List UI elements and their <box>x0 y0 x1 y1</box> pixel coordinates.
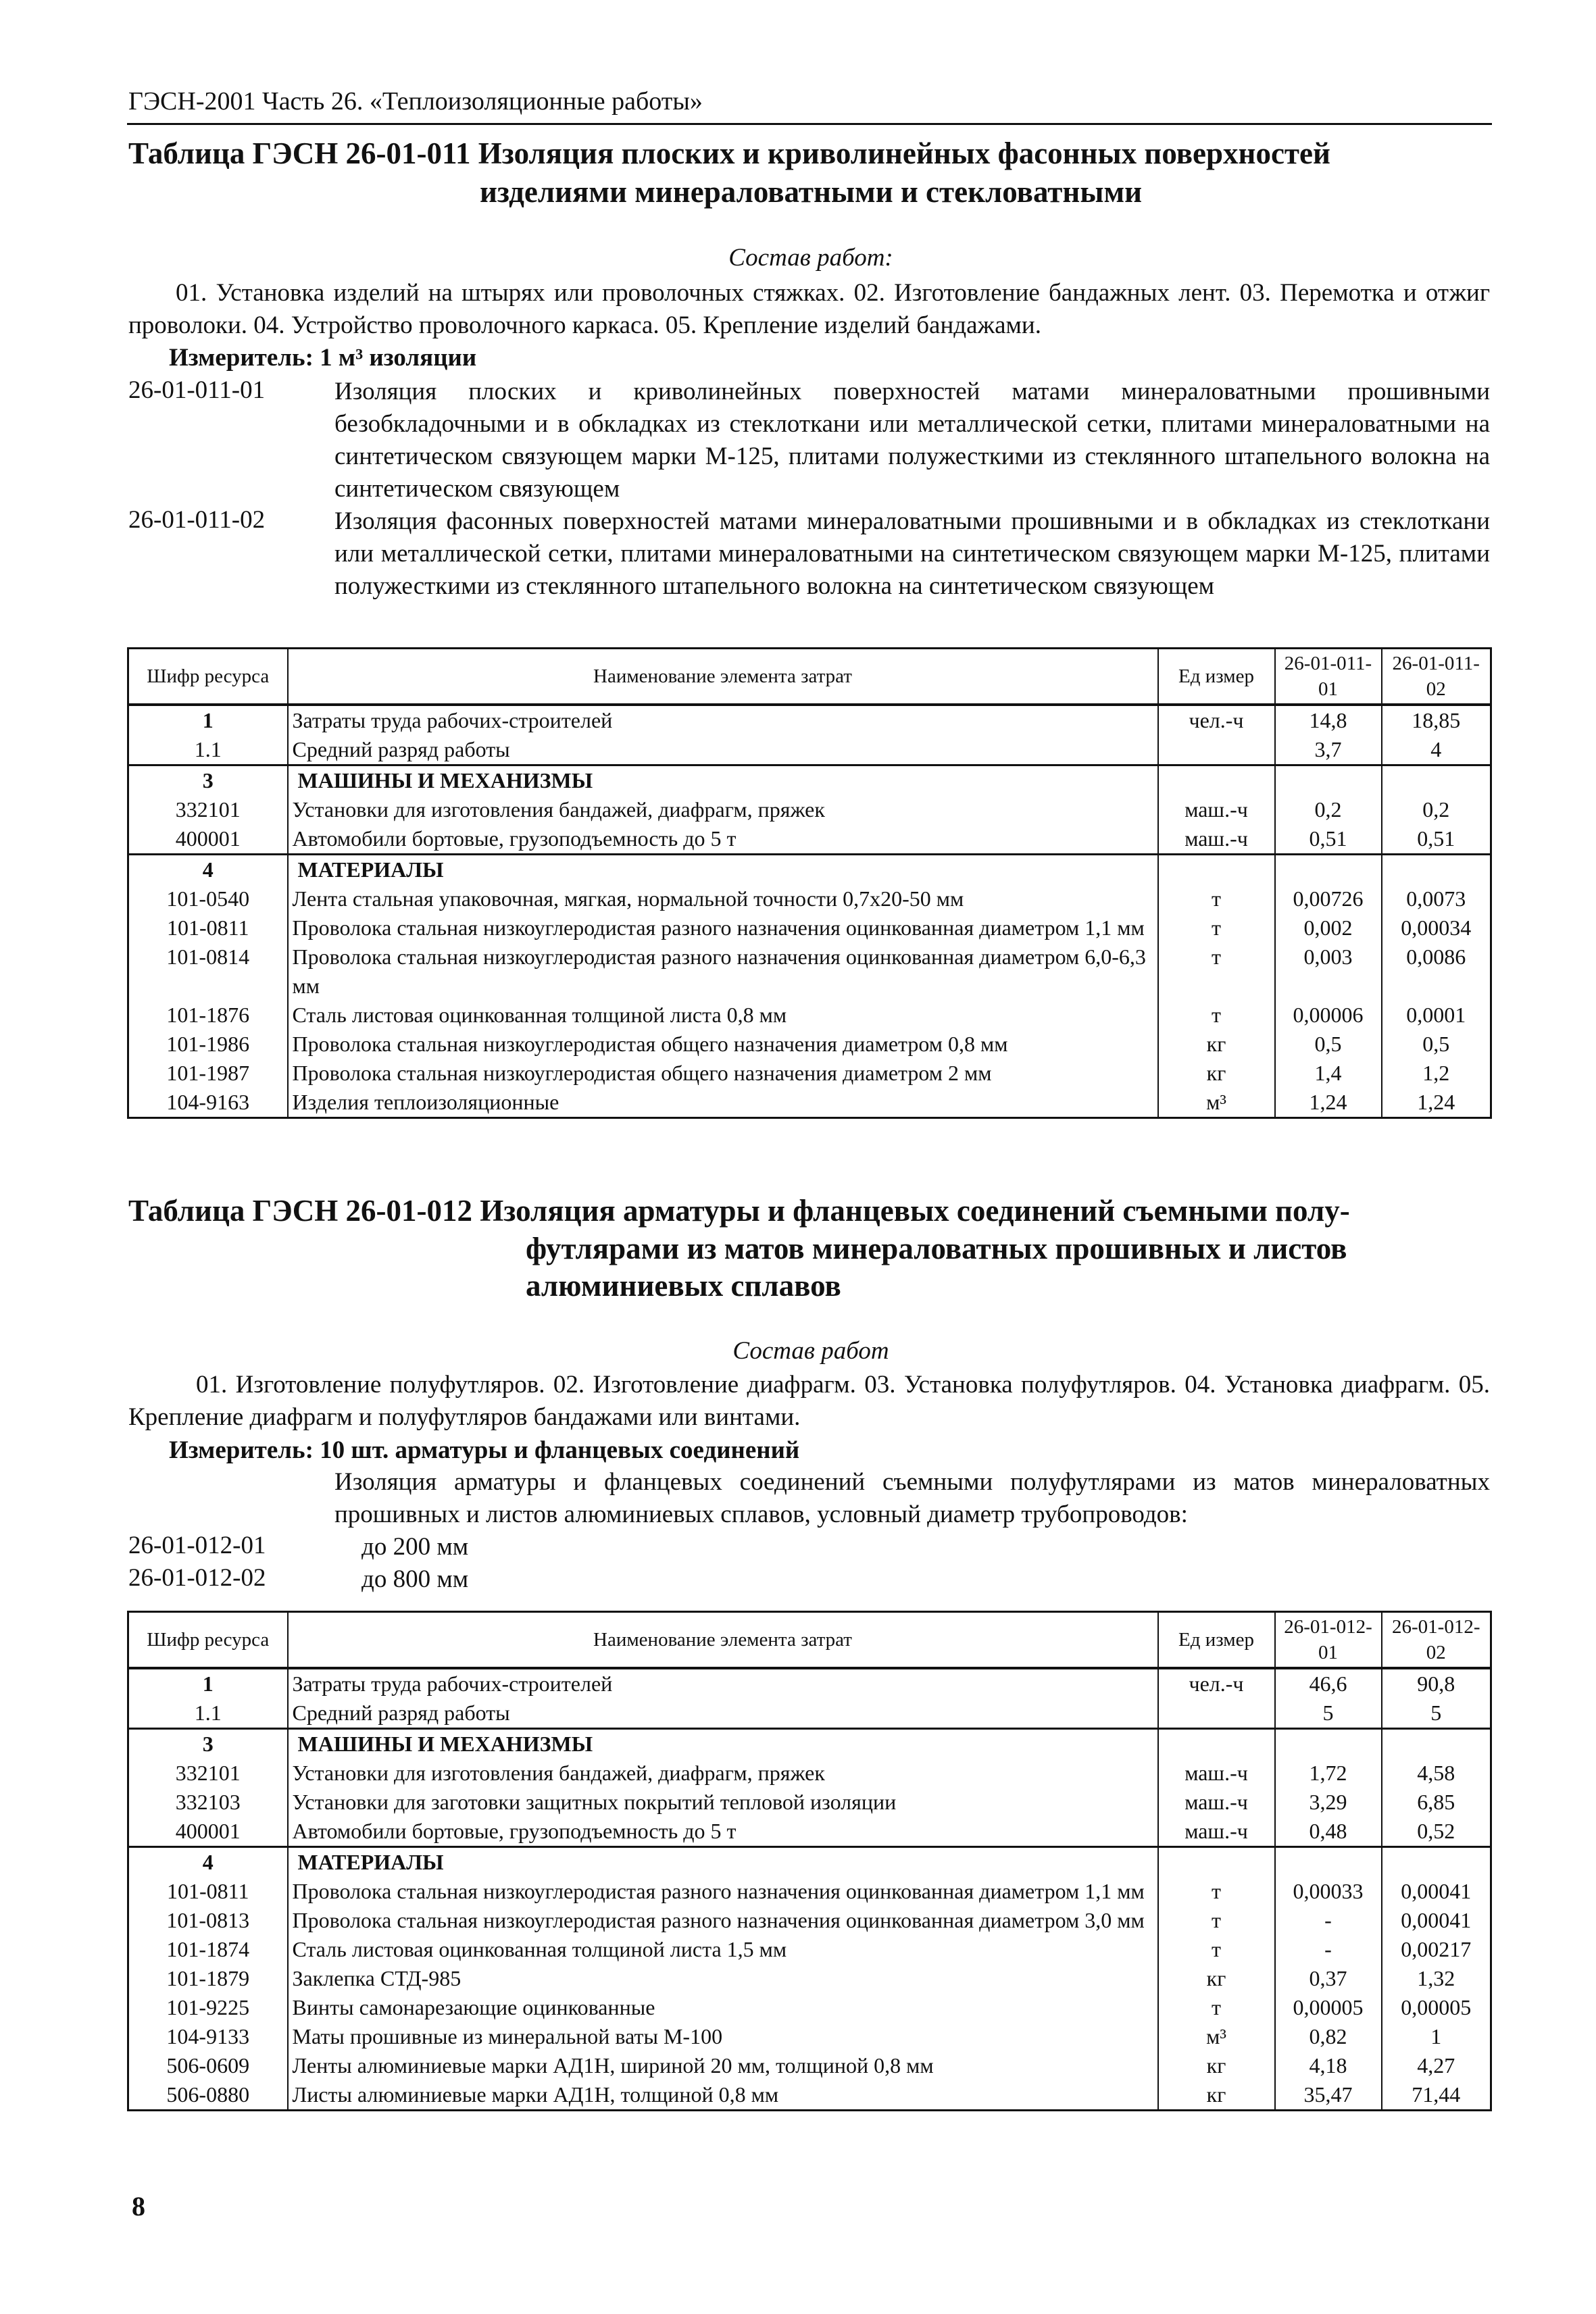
resource-code: 400001 <box>128 1817 288 1847</box>
col-header-code: Шифр ресурса <box>128 1612 288 1669</box>
unit: м³ <box>1158 1088 1275 1118</box>
resource-code: 101-1876 <box>128 1001 288 1030</box>
resource-name: Установки для изготовления бандажей, диафрагм, пряжек <box>288 1759 1158 1788</box>
table-row <box>128 1964 1491 1993</box>
resource-code: 1.1 <box>128 1699 288 1729</box>
norm-value-1: 0,00726 <box>1275 884 1382 913</box>
col-header-norm-2: 26-01-011-02 <box>1382 649 1491 705</box>
norm-value-1: 0,82 <box>1275 2022 1382 2051</box>
table2-intro: Изоляция арматуры и фланцевых соединений съемными полуфутлярами из матов минераловатных прошивных и листов алюминиевых сплавов, условный диаметр трубопроводов: <box>334 1468 1490 1528</box>
norm-value-2: 6,85 <box>1382 1788 1491 1817</box>
resource-code: 332103 <box>128 1788 288 1817</box>
resource-name: Заклепка СТД-985 <box>288 1964 1158 1993</box>
unit: т <box>1158 884 1275 913</box>
resource-name: Ленты алюминиевые марки АД1Н, шириной 20 мм, толщиной 0,8 мм <box>288 2051 1158 2080</box>
resource-code: 506-0880 <box>128 2080 288 2111</box>
table-section-row <box>128 1729 1491 1759</box>
norm-value-1: 14,8 <box>1275 705 1382 735</box>
table-row <box>128 705 1491 735</box>
resource-code: 4 <box>128 855 288 885</box>
page-number: 8 <box>132 2191 145 2221</box>
table2-title-line1: Таблица ГЭСН 26-01-012 Изоляция арматуры и фланцевых соединений съемными полу- <box>128 1194 1350 1228</box>
table-row <box>128 2080 1491 2111</box>
resource-name: Установки для заготовки защитных покрытий тепловой изоляции <box>288 1788 1158 1817</box>
resource-code: 1.1 <box>128 735 288 765</box>
resource-code: 101-1874 <box>128 1935 288 1964</box>
norm-value-2: 0,0086 <box>1382 942 1491 1001</box>
table-row <box>128 1001 1491 1030</box>
table1-work-heading: Состав работ: <box>728 244 893 272</box>
table-row <box>128 1759 1491 1788</box>
resource-table-26-01-012 <box>127 1611 1492 2111</box>
norm-value-2: 18,85 <box>1382 705 1491 735</box>
norm-value-1 <box>1275 855 1382 885</box>
resource-code: 101-1986 <box>128 1030 288 1059</box>
resource-code: 332101 <box>128 1759 288 1788</box>
unit: т <box>1158 1906 1275 1935</box>
col-header-norm-2: 26-01-012-02 <box>1382 1612 1491 1669</box>
norm-value-2: 0,52 <box>1382 1817 1491 1847</box>
norm-value-2: 4,58 <box>1382 1759 1491 1788</box>
unit <box>1158 1847 1275 1878</box>
norm-value-2 <box>1382 1729 1491 1759</box>
norm-value-1 <box>1275 765 1382 796</box>
unit: маш.-ч <box>1158 1817 1275 1847</box>
resource-name: МАТЕРИАЛЫ <box>288 1847 1158 1878</box>
table2-code-1-text: до 200 мм <box>361 1533 469 1561</box>
norm-value-2: 1,24 <box>1382 1088 1491 1118</box>
norm-value-2: 0,00041 <box>1382 1877 1491 1906</box>
table2-code-2-text: до 800 мм <box>361 1565 469 1593</box>
norm-value-2: 1,2 <box>1382 1059 1491 1088</box>
norm-value-1: 0,37 <box>1275 1964 1382 1993</box>
table-row <box>128 1906 1491 1935</box>
resource-name: Проволока стальная низкоуглеродистая разного назначения оцинкованная диаметром 1,1 мм <box>288 913 1158 942</box>
norm-value-2 <box>1382 1847 1491 1878</box>
norm-value-2: 0,00217 <box>1382 1935 1491 1964</box>
table-row <box>128 824 1491 855</box>
norm-value-1: - <box>1275 1906 1382 1935</box>
norm-value-2 <box>1382 855 1491 885</box>
col-header-name: Наименование элемента затрат <box>288 1612 1158 1669</box>
resource-name: МАШИНЫ И МЕХАНИЗМЫ <box>288 765 1158 796</box>
norm-value-1 <box>1275 1847 1382 1878</box>
norm-value-1: 0,5 <box>1275 1030 1382 1059</box>
norm-value-2: 0,0001 <box>1382 1001 1491 1030</box>
table2-code-1: 26-01-012-01 <box>128 1532 266 1559</box>
table-row <box>128 1699 1491 1729</box>
resource-code: 104-9133 <box>128 2022 288 2051</box>
resource-code: 101-0813 <box>128 1906 288 1935</box>
norm-value-1: 46,6 <box>1275 1668 1382 1699</box>
resource-name: Винты самонарезающие оцинкованные <box>288 1993 1158 2022</box>
resource-code: 101-9225 <box>128 1993 288 2022</box>
table2-measure: Измеритель: 10 шт. арматуры и фланцевых соединений <box>169 1436 800 1464</box>
norm-value-2: 0,00041 <box>1382 1906 1491 1935</box>
norm-value-1: 4,18 <box>1275 2051 1382 2080</box>
norm-value-2: 0,00005 <box>1382 1993 1491 2022</box>
resource-name: Сталь листовая оцинкованная толщиной листа 1,5 мм <box>288 1935 1158 1964</box>
resource-name: Изделия теплоизоляционные <box>288 1088 1158 1118</box>
table2-title-line2: футлярами из матов минераловатных прошивных и листов <box>526 1232 1347 1265</box>
resource-code: 101-1987 <box>128 1059 288 1088</box>
norm-value-1: 0,002 <box>1275 913 1382 942</box>
norm-value-2 <box>1382 765 1491 796</box>
unit: кг <box>1158 2051 1275 2080</box>
resource-code: 104-9163 <box>128 1088 288 1118</box>
unit <box>1158 855 1275 885</box>
resource-name: Затраты труда рабочих-строителей <box>288 705 1158 735</box>
table-row <box>128 1817 1491 1847</box>
table-row <box>128 2051 1491 2080</box>
norm-value-2: 5 <box>1382 1699 1491 1729</box>
resource-name: Автомобили бортовые, грузоподъемность до 5 т <box>288 824 1158 855</box>
table-row <box>128 1668 1491 1699</box>
resource-table-26-01-011 <box>127 647 1492 1119</box>
unit: маш.-ч <box>1158 1788 1275 1817</box>
resource-code: 506-0609 <box>128 2051 288 2080</box>
table1-work-text: 01. Установка изделий на штырях или проволочных стяжках. 02. Изготовление бандажных лент. 03. Перемотка и отжиг проволоки. 04. Устройство проволочного каркаса. 05. Крепление изделий бандажами. <box>128 279 1490 339</box>
resource-code: 4 <box>128 1847 288 1878</box>
resource-name: МАШИНЫ И МЕХАНИЗМЫ <box>288 1729 1158 1759</box>
norm-value-1: - <box>1275 1935 1382 1964</box>
unit: чел.-ч <box>1158 705 1275 735</box>
norm-value-1: 3,7 <box>1275 735 1382 765</box>
resource-name: Проволока стальная низкоуглеродистая разного назначения оцинкованная диаметром 6,0-6,3 мм <box>288 942 1158 1001</box>
resource-code: 101-0540 <box>128 884 288 913</box>
unit: т <box>1158 913 1275 942</box>
norm-value-2: 0,5 <box>1382 1030 1491 1059</box>
resource-name: Проволока стальная низкоуглеродистая разного назначения оцинкованная диаметром 1,1 мм <box>288 1877 1158 1906</box>
resource-name: Средний разряд работы <box>288 1699 1158 1729</box>
resource-name: Затраты труда рабочих-строителей <box>288 1668 1158 1699</box>
col-header-code: Шифр ресурса <box>128 649 288 705</box>
resource-name: Маты прошивные из минеральной ваты М-100 <box>288 2022 1158 2051</box>
resource-code: 400001 <box>128 824 288 855</box>
unit: маш.-ч <box>1158 1759 1275 1788</box>
table1-code-1: 26-01-011-01 <box>128 376 266 404</box>
table-row <box>128 1788 1491 1817</box>
table-row <box>128 1993 1491 2022</box>
norm-value-1: 0,48 <box>1275 1817 1382 1847</box>
unit: кг <box>1158 2080 1275 2111</box>
unit: чел.-ч <box>1158 1668 1275 1699</box>
table1-code-1-text: Изоляция плоских и криволинейных поверхностей матами минераловатными прошивными безобкладочными и в обкладках из стеклоткани или металлической сетки, плитами минераловатными на синтетическом связующем марки М-125, плитами полужесткими из стеклянного штапельного волокна на синтетическом связующем <box>334 378 1490 503</box>
norm-value-1: 3,29 <box>1275 1788 1382 1817</box>
norm-value-1 <box>1275 1729 1382 1759</box>
resource-code: 332101 <box>128 795 288 824</box>
table-section-row <box>128 855 1491 885</box>
table2-work-text: 01. Изготовление полуфутляров. 02. Изготовление диафрагм. 03. Установка полуфутляров. 04. Установка диафрагм. 05. Крепление диафрагм и полуфутляров бандажами или винтами. <box>128 1371 1490 1431</box>
running-header: ГЭСН-2001 Часть 26. «Теплоизоляционные работы» <box>128 87 703 116</box>
norm-value-2: 0,51 <box>1382 824 1491 855</box>
table-row <box>128 795 1491 824</box>
table1-measure: Измеритель: 1 м³ изоляции <box>169 344 477 372</box>
table-section-row <box>128 1847 1491 1878</box>
table-row <box>128 2022 1491 2051</box>
col-header-unit: Ед измер <box>1158 1612 1275 1669</box>
resource-name: Листы алюминиевые марки АД1Н, толщиной 0,8 мм <box>288 2080 1158 2111</box>
table-section-row <box>128 765 1491 796</box>
table1-code-2-text: Изоляция фасонных поверхностей матами минераловатными прошивными и в обкладках из стеклоткани или металлической сетки, плитами минераловатными на синтетическом связующем марки М-125, плитами полужесткими из стеклянного штапельного волокна на синтетическом связующем <box>334 507 1490 600</box>
resource-name: Проволока стальная низкоуглеродистая общего назначения диаметром 0,8 мм <box>288 1030 1158 1059</box>
norm-value-1: 0,003 <box>1275 942 1382 1001</box>
unit: м³ <box>1158 2022 1275 2051</box>
col-header-norm-1: 26-01-011-01 <box>1275 649 1382 705</box>
norm-value-1: 1,24 <box>1275 1088 1382 1118</box>
norm-value-1: 0,00006 <box>1275 1001 1382 1030</box>
norm-value-2: 0,2 <box>1382 795 1491 824</box>
resource-code: 3 <box>128 765 288 796</box>
norm-value-1: 0,00005 <box>1275 1993 1382 2022</box>
table-row <box>128 1877 1491 1906</box>
norm-value-1: 35,47 <box>1275 2080 1382 2111</box>
unit: кг <box>1158 1030 1275 1059</box>
resource-name: Проволока стальная низкоуглеродистая разного назначения оцинкованная диаметром 3,0 мм <box>288 1906 1158 1935</box>
resource-name: Установки для изготовления бандажей, диафрагм, пряжек <box>288 795 1158 824</box>
resource-code: 3 <box>128 1729 288 1759</box>
table-row <box>128 1059 1491 1088</box>
resource-code: 101-0811 <box>128 1877 288 1906</box>
table-row <box>128 1088 1491 1118</box>
table2-code-2: 26-01-012-02 <box>128 1564 266 1592</box>
col-header-unit: Ед измер <box>1158 649 1275 705</box>
resource-name: Средний разряд работы <box>288 735 1158 765</box>
table1-title-line2: изделиями минераловатными и стекловатными <box>479 175 1143 209</box>
norm-value-2: 0,00034 <box>1382 913 1491 942</box>
norm-value-2: 4,27 <box>1382 2051 1491 2080</box>
resource-code: 101-1879 <box>128 1964 288 1993</box>
resource-code: 1 <box>128 705 288 735</box>
norm-value-2: 1,32 <box>1382 1964 1491 1993</box>
table1-code-2: 26-01-011-02 <box>128 506 266 534</box>
norm-value-2: 0,0073 <box>1382 884 1491 913</box>
unit: т <box>1158 1935 1275 1964</box>
table-row <box>128 942 1491 1001</box>
norm-value-1: 1,72 <box>1275 1759 1382 1788</box>
resource-code: 1 <box>128 1668 288 1699</box>
norm-value-2: 71,44 <box>1382 2080 1491 2111</box>
unit: т <box>1158 1001 1275 1030</box>
unit: кг <box>1158 1059 1275 1088</box>
norm-value-2: 4 <box>1382 735 1491 765</box>
col-header-norm-1: 26-01-012-01 <box>1275 1612 1382 1669</box>
table1-title-line1: Таблица ГЭСН 26-01-011 Изоляция плоских и криволинейных фасонных поверхностей <box>128 136 1330 170</box>
unit: маш.-ч <box>1158 795 1275 824</box>
unit: кг <box>1158 1964 1275 1993</box>
header-rule <box>127 123 1492 125</box>
norm-value-2: 90,8 <box>1382 1668 1491 1699</box>
norm-value-1: 1,4 <box>1275 1059 1382 1088</box>
table-row <box>128 884 1491 913</box>
unit: т <box>1158 1993 1275 2022</box>
resource-name: Автомобили бортовые, грузоподъемность до 5 т <box>288 1817 1158 1847</box>
table2-title-line3: алюминиевых сплавов <box>526 1269 841 1303</box>
resource-name: Сталь листовая оцинкованная толщиной листа 0,8 мм <box>288 1001 1158 1030</box>
norm-value-1: 0,00033 <box>1275 1877 1382 1906</box>
col-header-name: Наименование элемента затрат <box>288 649 1158 705</box>
norm-value-1: 0,2 <box>1275 795 1382 824</box>
resource-code: 101-0811 <box>128 913 288 942</box>
resource-code: 101-0814 <box>128 942 288 1001</box>
unit <box>1158 735 1275 765</box>
table-row <box>128 735 1491 765</box>
table2-work-heading: Состав работ <box>732 1337 889 1365</box>
table-row <box>128 913 1491 942</box>
unit <box>1158 765 1275 796</box>
unit: т <box>1158 1877 1275 1906</box>
table-row <box>128 1030 1491 1059</box>
unit <box>1158 1729 1275 1759</box>
resource-name: Лента стальная упаковочная, мягкая, нормальной точности 0,7х20-50 мм <box>288 884 1158 913</box>
unit: т <box>1158 942 1275 1001</box>
norm-value-2: 1 <box>1382 2022 1491 2051</box>
norm-value-1: 5 <box>1275 1699 1382 1729</box>
resource-name: МАТЕРИАЛЫ <box>288 855 1158 885</box>
table-row <box>128 1935 1491 1964</box>
unit: маш.-ч <box>1158 824 1275 855</box>
resource-name: Проволока стальная низкоуглеродистая общего назначения диаметром 2 мм <box>288 1059 1158 1088</box>
unit <box>1158 1699 1275 1729</box>
norm-value-1: 0,51 <box>1275 824 1382 855</box>
